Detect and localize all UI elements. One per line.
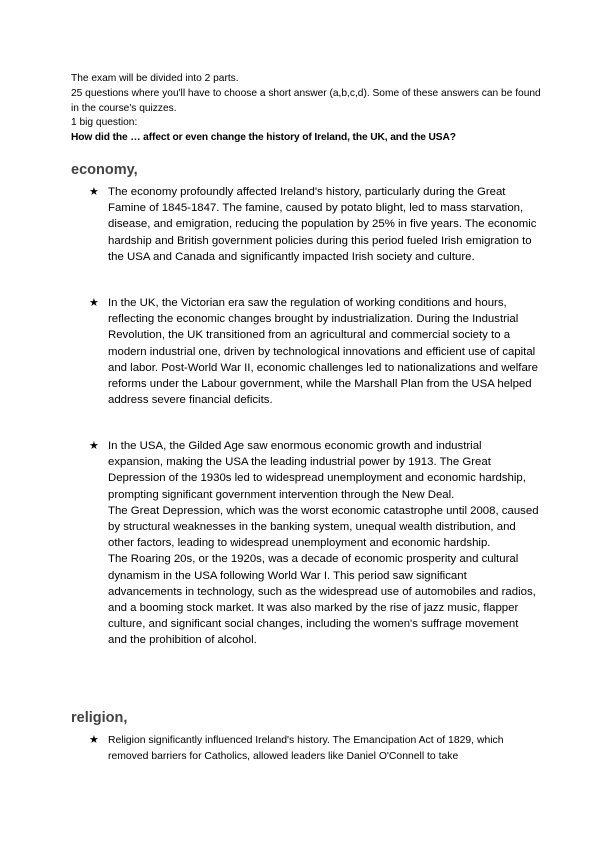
religion-bullet-ireland (89, 733, 539, 764)
intro-line-questions: 25 questions where you'll have to choose a short answer (a,b,c,d). Some of these answers can be found in the course's quizzes. (71, 87, 541, 114)
usa-paragraph-roaring-20s: The Roaring 20s, or the 1920s, was a decade of economic prosperity and cultural dynamism in the USA following World War I. This period saw significant advancements in technology, such as the widespread use of automobiles and radios, and a booming stock market. It was also marked by the rise of jazz music, flapper culture, and significant social changes, including the women's suffrage movement and the prohibition of alcohol. (108, 553, 536, 647)
intro-line-parts: The exam will be divided into 2 parts. (71, 73, 239, 84)
economy-bullet-uk (89, 295, 539, 408)
economy-bullet-ireland (89, 184, 539, 265)
economy-heading: economy, (71, 162, 138, 178)
star-icon: ★ (89, 186, 99, 198)
religion-heading: religion, (71, 710, 128, 726)
usa-paragraph-great-depression: The Great Depression, which was the worst economic catastrophe until 2008, caused by structural weaknesses in the banking system, unequal wealth distribution, and other factors, leading to widespread unemployment and economic hardship. (108, 504, 539, 550)
economy-uk-text: In the UK, the Victorian era saw the regulation of working conditions and hours, reflecting the economic changes brought by industrialization. During the Industrial Revolution, the UK transitioned from an agricultural and commercial society to a modern industrial one, driven by technological innovations and efficient use of capital and labor. Post-World War II, economic challenges led to nationalizations and welfare reforms under the Labour government, while the Marshall Plan from the USA helped address severe financial deficits. (108, 297, 538, 407)
big-question-text: How did the … affect or even change the history of Ireland, the UK, and the USA? (71, 132, 456, 144)
usa-paragraph-gilded-age: In the USA, the Gilded Age saw enormous economic growth and industrial expansion, making the USA the leading industrial power by 1913. The Great Depression of the 1930s led to widespread unemployment and economic hardship, prompting significant government intervention through the New Deal. (108, 440, 526, 501)
economy-bullet-usa (89, 438, 539, 649)
exam-intro (71, 72, 541, 146)
star-icon: ★ (89, 440, 99, 452)
economy-usa-text (108, 438, 539, 649)
star-icon: ★ (89, 297, 99, 309)
economy-ireland-text: The economy profoundly affected Ireland's history, particularly during the Great Famine of 1845-1847. The famine, caused by potato blight, led to mass starvation, disease, and emigration, reducing the population by 25% in five years. The economic hardship and British government policies during this period fueled Irish emigration to the USA and Canada and significantly impacted Irish society and culture. (108, 186, 537, 263)
intro-line-big-question: 1 big question: (71, 117, 138, 129)
religion-ireland-text: Religion significantly influenced Ireland's history. The Emancipation Act of 1829, which removed barriers for Catholics, allowed leaders like Daniel O'Connell to take (108, 735, 504, 762)
star-icon: ★ (89, 734, 99, 746)
